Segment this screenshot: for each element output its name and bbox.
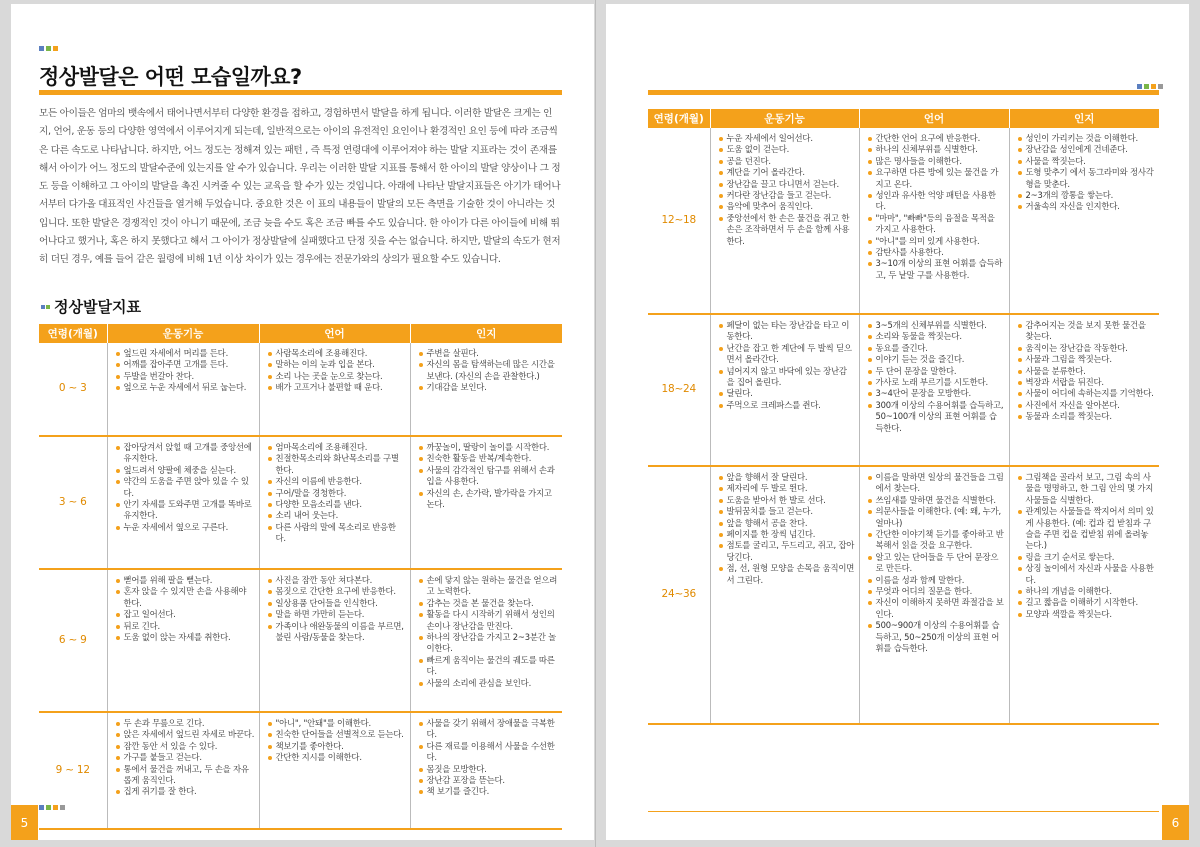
- list-item: 주변을 살핀다.: [419, 348, 559, 359]
- top-rule: [648, 90, 1159, 95]
- language-cell: [259, 343, 410, 436]
- list-item: 커다란 장난감을 들고 걷는다.: [719, 190, 855, 201]
- language-cell: [259, 569, 410, 712]
- motor-list: [116, 348, 255, 394]
- list-item: 페달이 없는 타는 장난감을 타고 이동한다.: [719, 320, 855, 343]
- header-motor: 운동기능: [710, 109, 859, 128]
- list-item: 도움 없이 걷는다.: [719, 144, 855, 155]
- list-item: 손에 닿지 않는 원하는 물건을 얻으려고 노력한다.: [419, 575, 559, 598]
- list-item: 사물의 소리에 관심을 보인다.: [419, 678, 559, 689]
- list-item: 관계있는 사물들을 짝지어서 의미 있게 사용한다. (예: 컵과 컵 받침과 구슬을 주면 컵을 컵받침 위에 올려놓는다.): [1018, 506, 1156, 552]
- list-item: 2~3개의 깡통을 쌓는다.: [1018, 190, 1156, 201]
- list-item: 잡아당겨서 앉힐 때 고개를 중앙선에 유지한다.: [116, 442, 255, 465]
- list-item: 감탄사를 사용한다.: [868, 247, 1005, 258]
- list-item: 300개 이상의 수용어휘를 습득하고, 50~100개 이상의 표현 어휘를 습득한다.: [868, 400, 1005, 434]
- list-item: 모양과 색깔을 짝짓는다.: [1018, 609, 1156, 620]
- age-cell: 0 ~ 3: [39, 343, 107, 436]
- table-row: [648, 128, 1159, 314]
- list-item: 엄마목소리에 조용해진다.: [268, 442, 406, 453]
- list-item: 3~5개의 신체부위를 식별한다.: [868, 320, 1005, 331]
- list-item: 자신의 몸을 탐색하는데 많은 시간을 보낸다. (자신의 손을 관찰한다.): [419, 359, 559, 382]
- list-item: 가족이나 애완동물의 이름을 부르면, 불린 사람/동물을 찾는다.: [268, 621, 406, 644]
- page-number: 5: [11, 805, 38, 840]
- list-item: 공을 던진다.: [719, 156, 855, 167]
- motor-cell: [710, 466, 859, 724]
- list-item: "아니", "안돼"를 이해한다.: [268, 718, 406, 729]
- list-item: 두발을 번갈아 찬다.: [116, 371, 255, 382]
- list-item: 엎으로 누운 자세에서 뒤로 눕는다.: [116, 382, 255, 393]
- list-item: 친절한목소리와 화난목소리를 구별한다.: [268, 453, 406, 476]
- list-item: 잠깐 동안 서 있을 수 있다.: [116, 741, 255, 752]
- list-item: 가사로 노래 부르기를 시도한다.: [868, 377, 1005, 388]
- list-item: 이름을 말하면 일상의 물건들을 그림에서 찾는다.: [868, 472, 1005, 495]
- motor-list: [116, 575, 255, 643]
- motor-cell: [107, 343, 259, 436]
- cognition-list: [1018, 472, 1156, 620]
- motor-list: [116, 442, 255, 533]
- list-item: 자신의 손, 손가락, 발가락을 가지고 논다.: [419, 488, 559, 511]
- motor-cell: [107, 569, 259, 712]
- header-language: 언어: [259, 324, 410, 343]
- age-cell: 3 ~ 6: [39, 436, 107, 569]
- list-item: 중앙선에서 한 손은 물건을 쥐고 한손은 조작하면서 두 손을 함께 사용한다.: [719, 213, 855, 247]
- list-item: 몸짓을 모방한다.: [419, 764, 559, 775]
- list-item: 다른 재료를 이용해서 사물을 수선한다.: [419, 741, 559, 764]
- list-item: 길고 짧음을 이해하기 시작한다.: [1018, 597, 1156, 608]
- list-item: 빠르게 움직이는 물건의 궤도를 따른다.: [419, 655, 559, 678]
- list-item: 난간을 잡고 한 계단에 두 발씩 딛으면서 올라간다.: [719, 343, 855, 366]
- list-item: 책 보기를 즐긴다.: [419, 786, 559, 797]
- cognition-list: [419, 442, 559, 510]
- list-item: 사진을 잠깐 동안 쳐다본다.: [268, 575, 406, 586]
- list-item: 이야기 듣는 것을 즐긴다.: [868, 354, 1005, 365]
- table-header-row: [648, 109, 1159, 128]
- list-item: 간단한 언어 요구에 반응한다.: [868, 133, 1005, 144]
- list-item: 혼자 앉을 수 있지만 손을 사용해야 한다.: [116, 586, 255, 609]
- cognition-cell: [1009, 314, 1159, 466]
- list-item: 넘어지지 않고 바닥에 있는 장난감을 집어 올린다.: [719, 366, 855, 389]
- section-heading: [41, 296, 141, 317]
- table-row: [648, 466, 1159, 724]
- list-item: 누운 자세에서 옆으로 구른다.: [116, 522, 255, 533]
- intro-paragraph: 모든 아이들은 엄마의 뱃속에서 태어나면서부터 다양한 환경을 접하고, 경험하면서 발달을 하게 됩니다. 이러한 발달은 크게는 인지, 언어, 운동 등의 다양한 영역에서 이루어지게 되는데, 일반적으로는 아이의 유전적인 요인이나 환경적인 요인 등에 따라 조금씩은 다른 속도로 나타납니다. 하지만, 어느 정도는 정해져 있는 패턴 , 즉 특정 연령대에 이루어져야 하는 발달 지표라는 것이 존재를 해서 아이가 어느 정도의 발달수준에 있는지를 알 수가 있습니다. 우리는 이러한 발달 지표를 통해서 한 아이의 발달 양상이나 그 정도 등을 이해하고 그 아이의 발달을 촉진 시켜줄 수 있는 교육을 할 수가 있는 것입니다. 아래에 나타난 발달지표들은 아기가 태어나서부터 다가올 대표적인 사건들을 열거해 두었습니다. 중요한 것은 이 표의 내용들이 발달의 모든 측면을 기술한 것이 아니라는 것입니다. 또한 발달은 경쟁적인 것이 아니기 때문에, 조금 늦을 수도 혹은 조금 빠를 수도 있습니다. 한 아이가 다른 아이들에 비해 뛰어나다고 했거나, 혹은 하지 못했다고 해서 그 아이가 정상발달에 실패했다고 단정 짓을 수는 없습니다. 하지만, 발달의 속도가 현저히 더딘 경우, 예를 들어 같은 월령에 비해 1년 이상 차이가 있는 경우에는 전문가와의 상의가 필요할 수도 있습니다.: [39, 108, 561, 266]
- list-item: 동물과 소리를 짝짓는다.: [1018, 411, 1156, 422]
- cognition-cell: [410, 712, 562, 829]
- list-item: 배가 고프거나 불편할 때 운다.: [268, 382, 406, 393]
- list-item: 장난감을 성인에게 건네준다.: [1018, 144, 1156, 155]
- cognition-list: [419, 718, 559, 798]
- list-item: 무엇과 어디의 질문을 한다.: [868, 586, 1005, 597]
- section-title: 정상발달지표: [54, 298, 141, 316]
- list-item: 하나의 개념을 이해한다.: [1018, 586, 1156, 597]
- right-page: [606, 4, 1189, 840]
- list-item: 사람목소리에 조용해진다.: [268, 348, 406, 359]
- list-item: 알고 있는 단어들을 두 단어 문장으로 만든다.: [868, 552, 1005, 575]
- list-item: 집게 쥐기를 잘 한다.: [116, 786, 255, 797]
- motor-list: [116, 718, 255, 798]
- age-cell: 6 ~ 9: [39, 569, 107, 712]
- list-item: 링을 크기 순서로 쌓는다.: [1018, 552, 1156, 563]
- footer-squares: [39, 805, 65, 810]
- list-item: 3~10개 이상의 표현 어휘를 습득하고, 두 낱말 구를 사용한다.: [868, 258, 1005, 281]
- cognition-cell: [1009, 466, 1159, 724]
- cognition-list: [1018, 133, 1156, 213]
- list-item: 친숙한 활동을 반복/계속한다.: [419, 453, 559, 464]
- cognition-cell: [410, 343, 562, 436]
- header-cognition: 인지: [1009, 109, 1159, 128]
- list-item: 사물이 어디에 속하는지를 기억한다.: [1018, 388, 1156, 399]
- list-item: 소리 내어 웃는다.: [268, 510, 406, 521]
- list-item: 앉은 자세에서 엎드린 자세로 바꾼다.: [116, 729, 255, 740]
- table-row: [648, 314, 1159, 466]
- header-language: 언어: [859, 109, 1009, 128]
- list-item: 까꿍놀이, 딸랑이 놀이를 시작한다.: [419, 442, 559, 453]
- list-item: 쓰임새를 말하면 물건을 식별한다.: [868, 495, 1005, 506]
- language-list: [268, 575, 406, 643]
- list-item: 도움을 받아서 한 발로 선다.: [719, 495, 855, 506]
- list-item: 사물을 짝짓는다.: [1018, 156, 1156, 167]
- list-item: 발뒤꿈치를 들고 걷는다.: [719, 506, 855, 517]
- decor-squares: [39, 46, 58, 51]
- cognition-cell: [1009, 128, 1159, 314]
- list-item: 가구를 붙들고 걷는다.: [116, 752, 255, 763]
- page-gutter: [595, 0, 596, 847]
- list-item: 페이지를 한 장씩 넘긴다.: [719, 529, 855, 540]
- language-list: [268, 442, 406, 545]
- list-item: 도형 맞추기 에서 동그라미와 정사각형을 맞춘다.: [1018, 167, 1156, 190]
- list-item: 잡고 일어선다.: [116, 609, 255, 620]
- list-item: 자신이 이해하지 못하면 좌절감을 보인다.: [868, 597, 1005, 620]
- motor-list: [719, 472, 855, 586]
- list-item: 구어/말을 경청한다.: [268, 488, 406, 499]
- header-cognition: 인지: [410, 324, 562, 343]
- motor-list: [719, 133, 855, 247]
- page-number: 6: [1162, 805, 1189, 840]
- list-item: 말을 하면 가만히 듣는다.: [268, 609, 406, 620]
- header-age: 연령(개월): [648, 109, 710, 128]
- list-item: 장난감을 끌고 다니면서 걷는다.: [719, 179, 855, 190]
- development-table-left: [39, 324, 562, 830]
- language-cell: [859, 466, 1009, 724]
- list-item: 누운 자세에서 일어선다.: [719, 133, 855, 144]
- motor-cell: [710, 314, 859, 466]
- language-cell: [859, 314, 1009, 466]
- list-item: 사물의 감각적인 탐구를 위해서 손과 입을 사용한다.: [419, 465, 559, 488]
- list-item: 성인이 가리키는 것을 이해한다.: [1018, 133, 1156, 144]
- list-item: 500~900개 이상의 수용어휘를 습득하고, 50~250개 이상의 표현 어휘를 습득한다.: [868, 620, 1005, 654]
- list-item: "아니"를 의미 있게 사용한다.: [868, 236, 1005, 247]
- list-item: 달린다.: [719, 388, 855, 399]
- header-age: 연령(개월): [39, 324, 107, 343]
- list-item: 그림책을 골라서 보고, 그림 속의 사물을 명명하고, 한 그림 안의 몇 가지 사물들을 식별한다.: [1018, 472, 1156, 506]
- list-item: 3~4단어 문장을 모방한다.: [868, 388, 1005, 399]
- list-item: 제자리에 두 발로 뛴다.: [719, 483, 855, 494]
- list-item: 두 단어 문장을 말한다.: [868, 366, 1005, 377]
- list-item: 계단을 기어 올라간다.: [719, 167, 855, 178]
- list-item: 다양한 모음소리를 낸다.: [268, 499, 406, 510]
- list-item: "마마", "빠빠"등의 음절을 목적을 가지고 사용한다.: [868, 213, 1005, 236]
- language-list: [268, 348, 406, 394]
- motor-cell: [107, 436, 259, 569]
- cognition-list: [1018, 320, 1156, 423]
- page-title: 정상발달은 어떤 모습일까요?: [39, 65, 302, 89]
- list-item: 활동을 다시 시작하기 위해서 성인의 손이나 장난감을 만진다.: [419, 609, 559, 632]
- age-cell: 12~18: [648, 128, 710, 314]
- list-item: 음악에 맞추어 움직인다.: [719, 201, 855, 212]
- list-item: 사물을 갖기 위해서 장애물을 극복한다.: [419, 718, 559, 741]
- language-cell: [259, 712, 410, 829]
- list-item: 간단한 지시를 이해한다.: [268, 752, 406, 763]
- list-item: 엎드린 자세에서 머리를 든다.: [116, 348, 255, 359]
- list-item: 뒤로 긴다.: [116, 621, 255, 632]
- list-item: 성인과 유사한 억양 패턴을 사용한다.: [868, 190, 1005, 213]
- table-row: [39, 343, 562, 436]
- list-item: 동요를 즐긴다.: [868, 343, 1005, 354]
- age-cell: 24~36: [648, 466, 710, 724]
- list-item: 다른 사람의 말에 목소리로 반응한다.: [268, 522, 406, 545]
- table-row: [39, 436, 562, 569]
- list-item: 점토를 굴리고, 두드리고, 쥐고, 잡아당긴다.: [719, 540, 855, 563]
- list-item: 사진에서 자신을 알아본다.: [1018, 400, 1156, 411]
- list-item: 움직이는 장난감을 작동한다.: [1018, 343, 1156, 354]
- list-item: 감추는 것을 본 물건을 찾는다.: [419, 598, 559, 609]
- cognition-list: [419, 348, 559, 394]
- age-cell: 18~24: [648, 314, 710, 466]
- list-item: 자신의 이름에 반응한다.: [268, 476, 406, 487]
- list-item: 이름을 성과 함께 말한다.: [868, 575, 1005, 586]
- list-item: 두 손과 무릎으로 긴다.: [116, 718, 255, 729]
- list-item: 약간의 도움을 주면 앉아 있을 수 있다.: [116, 476, 255, 499]
- list-item: 친숙한 단어들을 선별적으로 듣는다.: [268, 729, 406, 740]
- decor-squares: [1137, 84, 1163, 89]
- list-item: 말하는 이의 눈과 입을 본다.: [268, 359, 406, 370]
- list-item: 엎드려서 양팔에 체중을 싣는다.: [116, 465, 255, 476]
- language-cell: [259, 436, 410, 569]
- list-item: 앞을 향해서 공을 찬다.: [719, 518, 855, 529]
- list-item: 간단한 이야기책 듣기를 좋아하고 반복해서 읽을 것을 요구한다.: [868, 529, 1005, 552]
- left-page: [11, 4, 594, 840]
- cognition-cell: [410, 569, 562, 712]
- list-item: 통에서 물건을 꺼내고, 두 손을 자유롭게 움직인다.: [116, 764, 255, 787]
- list-item: 사물과 그림을 짝짓는다.: [1018, 354, 1156, 365]
- list-item: 주먹으로 크레파스를 쥔다.: [719, 400, 855, 411]
- list-item: 거울속의 자신을 인지한다.: [1018, 201, 1156, 212]
- list-item: 몸짓으로 간단한 요구에 반응한다.: [268, 586, 406, 597]
- language-cell: [859, 128, 1009, 314]
- cognition-cell: [410, 436, 562, 569]
- motor-list: [719, 320, 855, 411]
- list-item: 기대감을 보인다.: [419, 382, 559, 393]
- list-item: 앞을 향해서 잘 달린다.: [719, 472, 855, 483]
- list-item: 하나의 장난감을 가지고 2~3분간 놀이한다.: [419, 632, 559, 655]
- table-row: [39, 712, 562, 829]
- list-item: 하나의 신체부위를 식별한다.: [868, 144, 1005, 155]
- list-item: 상징 놀이에서 자신과 사물을 사용한다.: [1018, 563, 1156, 586]
- list-item: 소리와 동물을 짝짓는다.: [868, 331, 1005, 342]
- language-list: [868, 133, 1005, 281]
- list-item: 요구하면 다른 방에 있는 물건을 가지고 온다.: [868, 167, 1005, 190]
- table-row: [39, 569, 562, 712]
- motor-cell: [107, 712, 259, 829]
- cognition-list: [419, 575, 559, 689]
- development-table-right: [648, 109, 1159, 725]
- language-list: [868, 472, 1005, 655]
- language-list: [868, 320, 1005, 434]
- list-item: 책보기를 좋아한다.: [268, 741, 406, 752]
- section-mark-icon: [41, 305, 50, 309]
- list-item: 소리 나는 곳을 눈으로 찾는다.: [268, 371, 406, 382]
- age-cell: 9 ~ 12: [39, 712, 107, 829]
- language-list: [268, 718, 406, 764]
- list-item: 사물을 분류한다.: [1018, 366, 1156, 377]
- list-item: 뻗어를 위해 팔을 뻗는다.: [116, 575, 255, 586]
- header-motor: 운동기능: [107, 324, 259, 343]
- list-item: 도움 없이 앉는 자세를 취한다.: [116, 632, 255, 643]
- list-item: 점, 선, 원형 모양을 손목을 움직이면서 그린다.: [719, 563, 855, 586]
- motor-cell: [710, 128, 859, 314]
- list-item: 안기 자세를 도와주면 고개를 똑바로 유지한다.: [116, 499, 255, 522]
- list-item: 많은 명사들을 이해한다.: [868, 156, 1005, 167]
- title-rule: [39, 90, 562, 95]
- table-header-row: [39, 324, 562, 343]
- list-item: 벽장과 서랍을 뒤진다.: [1018, 377, 1156, 388]
- list-item: 감추어지는 것을 보지 못한 물건을 찾는다.: [1018, 320, 1156, 343]
- list-item: 일상용품 단어들을 인식한다.: [268, 598, 406, 609]
- list-item: 장난감 포장을 뜯는다.: [419, 775, 559, 786]
- bottom-rule: [648, 811, 1159, 812]
- list-item: 의문사들을 이해한다. (예: 왜, 누가, 얼마나): [868, 506, 1005, 529]
- list-item: 어깨를 잡아주면 고개를 든다.: [116, 359, 255, 370]
